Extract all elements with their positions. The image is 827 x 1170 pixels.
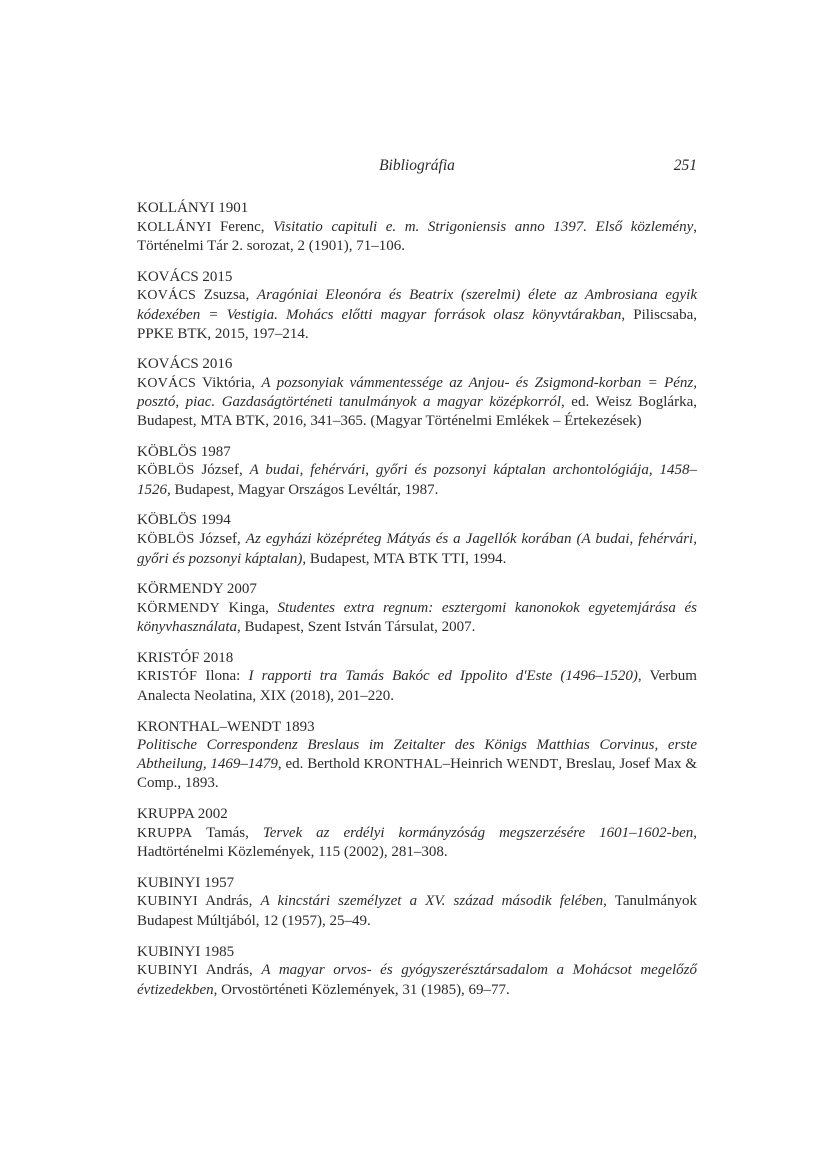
entry-body — [137, 824, 697, 862]
bib-entry — [137, 443, 697, 500]
text-run: Tervek az erdélyi kormányzóság megszerzésére 1601–1602-ben — [262, 824, 694, 841]
text-run: , Orvostörténeti Közlemények, 31 (1985), 69–77. — [213, 981, 510, 998]
bib-entry — [137, 805, 697, 862]
text-run: KÖBLÖS — [137, 463, 195, 479]
bib-entry — [137, 649, 697, 706]
bib-entry — [137, 355, 697, 430]
entry-body — [137, 286, 697, 343]
entry-label: KOVÁCS 2016 — [137, 356, 233, 373]
text-run: A kincstári személyzet a XV. század második felében — [260, 893, 604, 910]
entry-body — [137, 530, 697, 568]
entry-body — [137, 667, 697, 705]
entry-label: KOLLÁNYI 1901 — [137, 200, 249, 216]
entry-label: KÖBLÖS 1994 — [137, 512, 231, 529]
text-run: Studentes extra regnum: esztergomi kanonokok egyetemjárása és könyvhasználata — [137, 599, 697, 636]
entry-body — [137, 736, 697, 793]
text-run: Kinga, — [219, 599, 278, 616]
text-run: József, — [194, 462, 250, 479]
bib-entry — [137, 874, 697, 931]
text-run: , Történelmi Tár 2. sorozat, 2 (1901), 71–106. — [137, 218, 697, 255]
text-run: Visitatio capituli e. m. Strigoniensis anno 1397. Első közlemény — [273, 218, 694, 235]
entry-label: KUBINYI 1985 — [137, 943, 235, 960]
bib-entry — [137, 199, 697, 256]
bib-entry — [137, 511, 697, 568]
text-run: KRONTHAL — [363, 756, 443, 772]
text-run: KOVÁCS — [137, 375, 197, 391]
text-run: KUBINYI — [137, 963, 198, 979]
text-run: András, — [197, 962, 262, 979]
entry-label: KRUPPA 2002 — [137, 806, 228, 823]
text-run: , Budapest, MTA BTK TTI, 1994. — [302, 550, 507, 567]
page-header-title: Bibliográfia — [379, 157, 455, 174]
text-run: András, — [197, 893, 261, 910]
text-run: Politische Correspondenz Breslaus im Zeitalter des Königs Matthias Corvinus, erste Abtheilung, 1469–1479 — [137, 737, 697, 772]
text-run: KÖBLÖS — [137, 531, 195, 547]
text-run: KÖRMENDY — [137, 600, 220, 616]
entry-label: KÖRMENDY 2007 — [137, 581, 257, 598]
bibliography-list — [137, 199, 697, 1011]
entry-label: KRONTHAL–WENDT 1893 — [137, 718, 315, 735]
entry-body — [137, 961, 697, 999]
text-run: Aragóniai Eleonóra és Beatrix (szerelmi) élete az Ambrosiana egyik kódexében = Vestigia. Mohács előtti magyar források olasz könyvtárakban — [137, 287, 697, 323]
page-header — [137, 157, 697, 175]
bib-entry — [137, 580, 697, 637]
text-run: KOLLÁNYI — [137, 219, 212, 235]
text-run: A magyar orvos- és gyógyszerésztársadalom a Mohácsot megelőző évtizedekben — [137, 962, 697, 998]
entry-label: KRISTÓF 2018 — [137, 649, 234, 666]
text-run: Viktória, — [196, 374, 262, 391]
text-run: , Tanulmányok Budapest Múltjából, 12 (1957), 25–49. — [137, 893, 698, 929]
bib-entry — [137, 268, 697, 343]
bib-entry — [137, 718, 697, 793]
text-run: Az egyházi középréteg Mátyás és a Jagellók korában (A budai, fehérvári, győri és pozsonyi káptalan) — [137, 530, 697, 567]
entry-body — [137, 374, 697, 431]
entry-label: KÖBLÖS 1987 — [137, 443, 231, 460]
text-run: , Hadtörténelmi Közlemények, 115 (2002), 281–308. — [137, 824, 698, 861]
text-run: Zsuzsa, — [196, 287, 257, 304]
entry-body — [137, 599, 697, 637]
text-run: , ed. Weisz Boglárka, Budapest, MTA BTK, 2016, 341–365. (Magyar Történelmi Emlékek – Értekezések) — [137, 394, 697, 429]
text-run: KUBINYI — [137, 894, 198, 910]
entry-body — [137, 461, 697, 499]
entry-label: KUBINYI 1957 — [137, 874, 235, 891]
text-run: Tamás, — [192, 824, 263, 841]
text-run: –Heinrich — [442, 755, 507, 772]
page-number: 251 — [673, 157, 697, 174]
bib-entry — [137, 943, 697, 1000]
text-run: Ilona: — [197, 668, 249, 685]
text-run: KOVÁCS — [137, 288, 197, 304]
entry-body — [137, 218, 697, 256]
text-run: , Budapest, Magyar Országos Levéltár, 1987. — [167, 481, 439, 498]
text-run: , Piliscsaba, PPKE BTK, 2015, 197–214. — [137, 306, 697, 342]
entry-body — [137, 892, 697, 930]
text-run: József, — [194, 530, 246, 547]
text-run: KRISTÓF — [137, 669, 198, 685]
text-run: A budai, fehérvári, győri és pozsonyi káptalan archontológiája, 1458–1526 — [137, 462, 697, 498]
text-run: WENDT — [506, 756, 559, 772]
text-run: Ferenc, — [211, 218, 274, 235]
text-run: A pozsonyiak vámmentessége az Anjou- és Zsigmond-korban = Pénz, posztó, piac. Gazdaságtörténeti tanulmányok a magyar középkorról — [137, 374, 697, 411]
text-run: I rapporti tra Tamás Bakóc ed Ippolito d'Este (1496–1520) — [248, 668, 638, 685]
text-run: , Budapest, Szent István Társulat, 2007. — [236, 619, 476, 636]
text-run: , Verbum Analecta Neolatina, XIX (2018), 201–220. — [137, 668, 697, 705]
text-run: , ed. Berthold — [277, 755, 364, 772]
text-run: KRUPPA — [137, 825, 193, 841]
entry-label: KOVÁCS 2015 — [137, 268, 233, 285]
text-run: , Breslau, Josef Max & Comp., 1893. — [137, 755, 697, 792]
